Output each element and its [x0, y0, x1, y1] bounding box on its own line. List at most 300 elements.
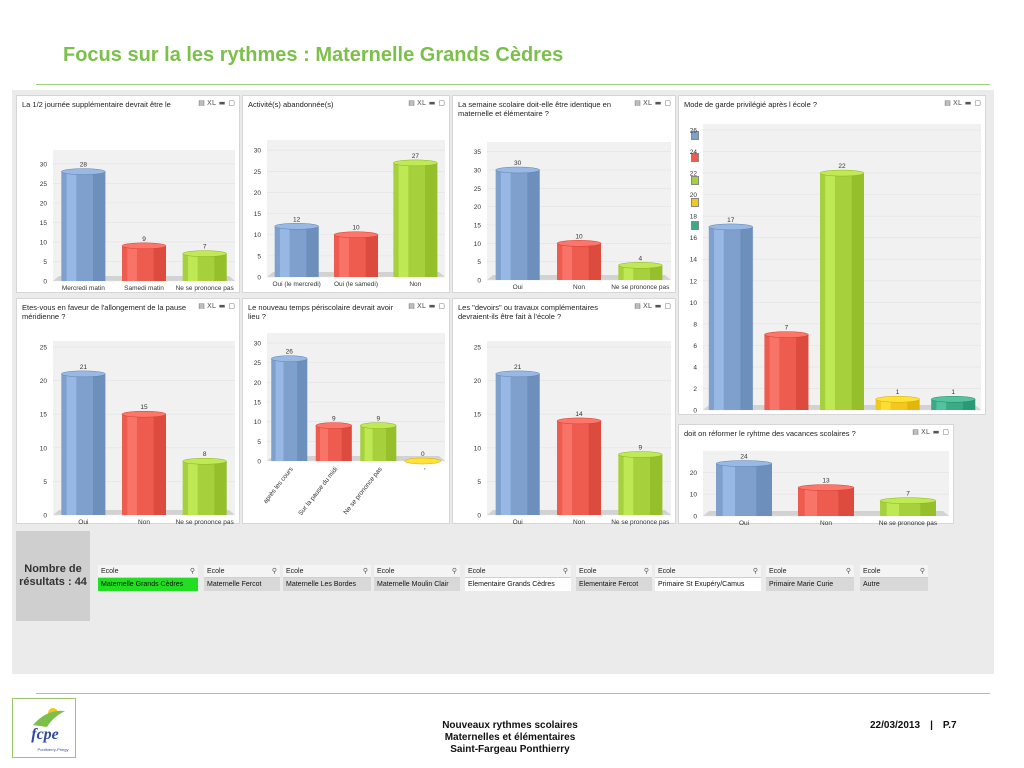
data-label: 21	[514, 363, 522, 371]
listbox-label: Ecole	[579, 567, 597, 575]
chart-title: Les "devoirs" ou travaux complémentaires devraient-ils être fait à l'école ?	[458, 303, 598, 321]
bar-highlight	[562, 421, 572, 515]
bar-shade	[650, 455, 662, 515]
bar[interactable]	[876, 396, 920, 410]
chart-panel-pause-meridienne[interactable]	[16, 298, 240, 524]
data-label: 1	[951, 389, 956, 397]
listbox-label: Ecole	[377, 567, 395, 575]
listbox-value[interactable]: Maternelle Les Bordes	[283, 578, 371, 591]
data-label: 26	[285, 348, 293, 356]
search-icon[interactable]: ⚲	[271, 568, 277, 575]
footer-page: P.7	[942, 720, 957, 731]
listbox-header	[766, 565, 854, 578]
chart-panel-devoirs[interactable]	[452, 298, 676, 524]
y-tick-label: 10	[253, 232, 261, 240]
data-label: 7	[906, 490, 910, 498]
bar-highlight	[723, 464, 735, 516]
search-icon[interactable]: ⚲	[362, 568, 368, 575]
data-label: 30	[514, 160, 522, 167]
data-label: 21	[79, 363, 87, 371]
bar-chart	[243, 299, 451, 525]
listbox-ecole[interactable]	[465, 565, 571, 593]
y-tick-label: 20	[473, 378, 481, 386]
bar-cap	[271, 356, 307, 362]
y-tick-label: 15	[473, 411, 481, 419]
bar-cap	[183, 251, 227, 257]
search-icon[interactable]: ⚲	[643, 568, 649, 575]
bar-highlight	[188, 461, 198, 515]
data-label: 14	[575, 410, 583, 418]
y-tick-label: 5	[477, 259, 481, 267]
category-label: Ne se prononce pas	[611, 284, 670, 291]
listbox-header	[283, 565, 371, 578]
bar-highlight	[188, 254, 198, 281]
bar-cap	[557, 240, 601, 246]
bar-shade	[154, 246, 166, 281]
category-label: Oui (le samedi)	[333, 281, 379, 288]
y-tick-label: 24	[689, 149, 697, 157]
chart-title: doit on réformer le ryhtme des vacances scolaires ?	[684, 429, 856, 438]
bar-chart	[679, 96, 987, 416]
results-label: Nombre de	[24, 563, 82, 575]
data-label: 17	[727, 216, 735, 224]
bar[interactable]	[496, 371, 540, 515]
y-tick-label: 20	[253, 379, 261, 387]
y-tick-label: 5	[477, 478, 481, 486]
chart-title: Activité(s) abandonnée(s)	[248, 100, 334, 109]
bar-shade	[425, 163, 437, 277]
category-label: Non	[138, 519, 150, 526]
y-tick-label: 0	[477, 512, 481, 520]
y-tick-label: 16	[689, 235, 697, 243]
footer-meta	[870, 720, 957, 731]
listbox-ecole[interactable]	[655, 565, 761, 593]
bar-cap	[931, 396, 975, 402]
bar-chart	[243, 96, 451, 294]
bar-cap	[876, 396, 920, 402]
y-tick-label: 20	[473, 204, 481, 212]
y-tick-label: 10	[689, 491, 697, 499]
data-label: 28	[79, 161, 87, 169]
y-tick-label: 15	[253, 399, 261, 407]
fcpe-logo-image	[13, 699, 77, 759]
bar-shade	[589, 421, 601, 515]
bar[interactable]	[880, 498, 936, 516]
data-label: 7	[784, 324, 789, 332]
print-excel-icon[interactable]: ▤ XL	[408, 99, 426, 107]
listbox-label: Ecole	[658, 567, 676, 575]
bar[interactable]	[360, 423, 396, 461]
category-label: -	[421, 465, 429, 472]
fcpe-logo	[12, 698, 76, 758]
bar-cap	[496, 167, 540, 173]
y-tick-label: 15	[253, 211, 261, 219]
search-icon[interactable]: ⚲	[451, 568, 457, 575]
bar-highlight	[67, 374, 77, 515]
bar-cap	[275, 223, 319, 229]
bar-shade	[589, 243, 601, 280]
bar-shade	[214, 254, 226, 281]
category-label: Ne se prononce pas	[342, 465, 384, 517]
listbox-header	[465, 565, 571, 578]
bar-cap	[61, 169, 105, 175]
minimize-icon[interactable]: ▬	[654, 302, 662, 310]
chart-panel-demi-journee[interactable]	[16, 95, 240, 293]
category-label: Ne se prononce pas	[611, 519, 670, 526]
bar-cap	[183, 458, 227, 464]
maximize-icon[interactable]: ▢	[228, 99, 235, 107]
y-tick-label: 10	[473, 445, 481, 453]
bar[interactable]	[183, 458, 227, 515]
listbox-label: Ecole	[769, 567, 787, 575]
y-tick-label: 25	[473, 344, 481, 352]
search-icon[interactable]: ⚲	[752, 568, 758, 575]
listbox-label: Ecole	[207, 567, 225, 575]
bottom-divider	[36, 693, 990, 694]
maximize-icon[interactable]: ▢	[664, 302, 671, 310]
bar-highlight	[770, 335, 780, 410]
bar[interactable]	[557, 418, 601, 515]
maximize-icon[interactable]: ▢	[942, 428, 949, 436]
bar-highlight	[501, 374, 511, 515]
footer-line-2: Maternelles et élémentaires	[444, 732, 576, 743]
bar[interactable]	[405, 458, 441, 464]
category-label: Non	[409, 281, 422, 288]
bar-cap	[122, 243, 166, 249]
y-tick-label: 0	[257, 458, 261, 466]
y-tick-label: 0	[43, 278, 47, 286]
listbox-value[interactable]: Elementaire Grands Cèdres	[465, 578, 571, 591]
category-label: Ne se prononce pas	[878, 520, 938, 527]
bar-cap	[496, 371, 540, 377]
bar[interactable]	[183, 251, 227, 281]
listbox-ecole[interactable]	[374, 565, 460, 593]
bar-chart	[17, 299, 241, 525]
search-icon[interactable]: ⚲	[562, 568, 568, 575]
listbox-label: Ecole	[101, 567, 119, 575]
bar[interactable]	[61, 169, 105, 281]
y-tick-label: 20	[39, 200, 47, 208]
y-tick-label: 0	[257, 274, 261, 282]
maximize-icon[interactable]: ▢	[228, 302, 235, 310]
y-tick-label: 30	[253, 147, 261, 155]
bar-shade	[527, 170, 539, 280]
listbox-ecole[interactable]	[204, 565, 280, 593]
bar[interactable]	[271, 356, 307, 461]
bar-chart	[453, 299, 677, 525]
chart-title: Le nouveau temps périscolaire devrait avoir lieu ?	[248, 303, 394, 321]
chart-panel-activites[interactable]	[242, 95, 450, 293]
minimize-icon[interactable]: ▬	[218, 302, 226, 310]
bar-cap	[820, 170, 864, 176]
print-excel-icon[interactable]: ▤ XL	[198, 302, 216, 310]
chart-title: Etes-vous en faveur de l'allongement de la pause méridienne ?	[22, 303, 187, 321]
bar-chart	[17, 96, 241, 294]
maximize-icon[interactable]: ▢	[438, 302, 445, 310]
bar[interactable]	[122, 411, 166, 515]
data-label: 22	[838, 163, 846, 171]
footer-line-1: Nouveaux rythmes scolaires	[442, 720, 578, 731]
print-excel-icon[interactable]: ▤ XL	[634, 99, 652, 107]
chart-panel-vacances-scolaires[interactable]	[678, 424, 954, 527]
y-tick-label: 5	[257, 253, 261, 261]
listbox-label: Ecole	[863, 567, 881, 575]
bar[interactable]	[618, 452, 662, 515]
print-excel-icon[interactable]: ▤ XL	[944, 99, 962, 107]
listbox-ecole[interactable]	[283, 565, 371, 593]
print-excel-icon[interactable]: ▤ XL	[198, 99, 216, 107]
listbox-ecole[interactable]	[576, 565, 652, 593]
y-tick-label: 15	[39, 219, 47, 227]
minimize-icon[interactable]: ▬	[428, 99, 436, 107]
data-label: 10	[575, 233, 583, 241]
bar-shade	[306, 226, 318, 277]
bar-cap	[709, 224, 753, 230]
bar-cap	[360, 423, 396, 429]
y-tick-label: 25	[39, 344, 47, 352]
bar-chart	[679, 425, 955, 525]
data-label: 1	[895, 389, 900, 397]
print-excel-icon[interactable]: ▤ XL	[634, 302, 652, 310]
bar-shade	[756, 464, 772, 516]
bar-highlight	[339, 235, 349, 277]
minimize-icon[interactable]: ▬	[654, 99, 662, 107]
category-label: Non	[573, 519, 585, 526]
search-icon[interactable]: ⚲	[189, 568, 195, 575]
y-tick-label: 8	[693, 321, 697, 329]
bar[interactable]	[61, 371, 105, 515]
bar-shade	[740, 227, 752, 410]
y-tick-label: 30	[253, 340, 261, 348]
data-label: 9	[331, 415, 336, 423]
data-label: 4	[638, 255, 643, 263]
category-label: Samedi matin	[124, 285, 164, 292]
listbox-value[interactable]: Maternelle Moulin Clair	[374, 578, 460, 591]
data-label: 24	[740, 453, 748, 461]
bar-cap	[405, 458, 441, 464]
y-tick-label: 12	[689, 278, 697, 286]
category-label: Oui	[78, 519, 89, 526]
data-label: 10	[352, 224, 360, 232]
maximize-icon[interactable]: ▢	[438, 99, 445, 107]
bar-highlight	[280, 226, 290, 277]
listbox-value[interactable]: Maternelle Grands Cèdres	[98, 578, 198, 591]
bar[interactable]	[618, 262, 662, 280]
footer-line-3: Saint-Fargeau Ponthierry	[450, 744, 570, 755]
category-label: Oui	[738, 520, 750, 527]
bar-cap	[557, 418, 601, 424]
y-tick-label: 15	[39, 411, 47, 419]
chart-panel-mode-de-garde[interactable]	[678, 95, 986, 415]
listbox-header	[576, 565, 652, 578]
bar-cap	[880, 498, 936, 504]
chart-panel-semaine-scolaire[interactable]	[452, 95, 676, 293]
listbox-ecole[interactable]	[98, 565, 198, 593]
maximize-icon[interactable]: ▢	[664, 99, 671, 107]
slide-title: Focus sur la les rythmes : Maternelle Grands Cèdres	[63, 44, 564, 66]
data-label: 9	[638, 444, 643, 452]
category-label: Sur la pause du midi	[297, 465, 340, 517]
y-tick-label: 20	[689, 469, 697, 477]
listbox-header	[374, 565, 460, 578]
y-tick-label: 20	[39, 378, 47, 386]
bar[interactable]	[709, 224, 753, 410]
y-tick-label: 25	[253, 168, 261, 176]
y-tick-label: 20	[689, 192, 697, 200]
category-label: Oui	[512, 519, 523, 526]
bar-highlight	[714, 227, 724, 410]
y-tick-label: 5	[43, 478, 47, 486]
minimize-icon[interactable]: ▬	[932, 428, 940, 436]
data-label: 13	[822, 477, 830, 485]
bar-shade	[342, 426, 352, 461]
category-label: après les cours	[262, 465, 295, 505]
bar-cap	[764, 332, 808, 338]
bar-cap	[798, 485, 854, 491]
y-tick-label: 30	[39, 161, 47, 169]
chart-panel-temps-periscolaire[interactable]	[242, 298, 450, 524]
minimize-icon[interactable]: ▬	[218, 99, 226, 107]
maximize-icon[interactable]: ▢	[974, 99, 981, 107]
data-label: 9	[376, 415, 381, 423]
minimize-icon[interactable]: ▬	[964, 99, 972, 107]
bar[interactable]	[334, 232, 378, 277]
bar-shade	[386, 426, 396, 461]
y-tick-label: 18	[689, 213, 697, 221]
listbox-header	[98, 565, 198, 578]
y-tick-label: 22	[689, 170, 697, 178]
listbox-value[interactable]: Elementaire Fercot	[576, 578, 652, 591]
bar-highlight	[67, 172, 77, 281]
y-tick-label: 26	[689, 127, 697, 135]
y-tick-label: 10	[473, 240, 481, 248]
data-label: 7	[202, 243, 207, 251]
y-tick-label: 10	[39, 239, 47, 247]
bar-shade	[93, 374, 105, 515]
bar-highlight	[320, 426, 328, 461]
bar[interactable]	[496, 167, 540, 280]
y-tick-label: 25	[253, 360, 261, 368]
bar-cap	[618, 262, 662, 268]
listbox-label: Ecole	[286, 567, 304, 575]
listbox-value[interactable]: Primaire Marie Curie	[766, 578, 854, 591]
bar[interactable]	[316, 423, 352, 461]
y-tick-label: 2	[693, 385, 697, 393]
bar-highlight	[805, 488, 817, 516]
print-excel-icon[interactable]: ▤ XL	[912, 428, 930, 436]
bar-highlight	[562, 243, 572, 280]
logo-text: fcpe	[31, 726, 59, 743]
listbox-value[interactable]: Maternelle Fercot	[204, 578, 280, 591]
bar[interactable]	[275, 223, 319, 277]
bar-cap	[716, 461, 772, 467]
listbox-value[interactable]: Autre	[860, 578, 928, 591]
listbox-header	[655, 565, 761, 578]
data-label: 0	[420, 451, 425, 458]
y-tick-label: 20	[253, 189, 261, 197]
search-icon[interactable]: ⚲	[919, 568, 925, 575]
bar-highlight	[399, 163, 409, 277]
data-label: 27	[411, 152, 419, 160]
bar-highlight	[365, 426, 373, 461]
bar[interactable]	[393, 160, 437, 277]
listbox-ecole[interactable]	[860, 565, 928, 593]
category-label: Oui (le mercredi)	[272, 281, 321, 288]
results-count	[16, 531, 90, 621]
listbox-label: Ecole	[468, 567, 486, 575]
bar[interactable]	[122, 243, 166, 281]
bar-shade	[214, 461, 226, 515]
y-tick-label: 10	[689, 299, 697, 307]
y-tick-label: 0	[693, 407, 697, 415]
bar[interactable]	[557, 240, 601, 280]
data-label: 9	[142, 235, 146, 243]
y-tick-label: 0	[477, 277, 481, 285]
y-tick-label: 25	[39, 180, 47, 188]
bar-shade	[366, 235, 378, 277]
bar[interactable]	[931, 396, 975, 410]
chart-title: La 1/2 journée supplémentaire devrait être le	[22, 100, 171, 109]
bar-highlight	[276, 359, 284, 461]
bar-shade	[297, 359, 307, 461]
bar[interactable]	[764, 332, 808, 410]
bar-cap	[61, 371, 105, 377]
y-tick-label: 10	[253, 419, 261, 427]
print-excel-icon[interactable]: ▤ XL	[408, 302, 426, 310]
bar-cap	[122, 411, 166, 417]
bar-shade	[527, 374, 539, 515]
y-tick-label: 25	[473, 185, 481, 193]
y-tick-label: 4	[693, 364, 697, 372]
y-tick-label: 15	[473, 222, 481, 230]
listbox-ecole[interactable]	[766, 565, 854, 593]
footer-date: 22/03/2013	[870, 720, 921, 731]
bar[interactable]	[798, 485, 854, 516]
bar-highlight	[624, 455, 634, 515]
chart-title: La semaine scolaire doit-elle être identique en maternelle et élémentaire ?	[458, 100, 612, 118]
listbox-header	[204, 565, 280, 578]
y-tick-label: 0	[693, 513, 697, 521]
data-label: 8	[202, 451, 207, 459]
y-tick-label: 10	[39, 445, 47, 453]
bar-cap	[393, 160, 437, 166]
y-tick-label: 0	[43, 512, 47, 520]
category-label: Ne se prononce pas	[175, 519, 234, 526]
data-label: 12	[293, 216, 301, 224]
listbox-value[interactable]: Primaire St Exupéry/Camus	[655, 578, 761, 591]
listbox-header	[860, 565, 928, 578]
bar-cap	[334, 232, 378, 238]
category-label: Ne se prononce pas	[175, 285, 234, 292]
category-label: Mercredi matin	[61, 285, 105, 292]
bar-shade	[796, 335, 808, 410]
minimize-icon[interactable]: ▬	[428, 302, 436, 310]
search-icon[interactable]: ⚲	[845, 568, 851, 575]
bar[interactable]	[820, 170, 864, 410]
category-label: Non	[573, 284, 585, 291]
bar-highlight	[825, 173, 835, 410]
y-tick-label: 6	[693, 342, 697, 350]
y-tick-label: 14	[689, 256, 697, 264]
bar[interactable]	[716, 461, 772, 516]
bar-shade	[93, 172, 105, 281]
bar-highlight	[501, 170, 511, 280]
y-tick-label: 30	[473, 167, 481, 175]
category-label: Oui	[512, 284, 523, 291]
bar-chart	[453, 96, 677, 294]
bar-highlight	[127, 414, 137, 515]
bar-highlight	[127, 246, 137, 281]
